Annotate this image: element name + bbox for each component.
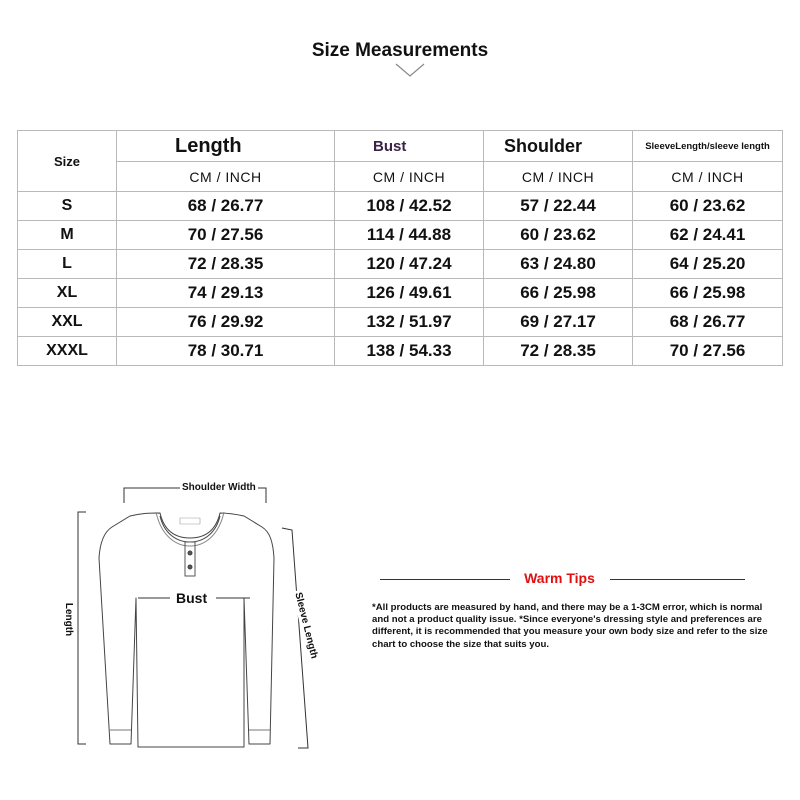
placket — [185, 542, 195, 576]
unit-label: CM / INCH — [484, 162, 633, 192]
table-row — [18, 279, 783, 308]
size-header: Size — [18, 131, 117, 192]
tips-divider-left — [380, 579, 510, 580]
sleeve-header: SleeveLength/sleeve length — [633, 131, 783, 162]
table-row — [18, 192, 783, 221]
shoulder-header: Shoulder — [484, 131, 633, 162]
shoulder-cell: 63 / 24.80 — [484, 250, 633, 279]
warm-tips-text: *All products are measured by hand, and there may be a 1-3CM error, which is normal and not a product quality issue. *Since everyone's dressing style and preferences are different, it is recommended that you measure your own body size and refer to the size chart to choose the size that suits you. — [372, 602, 768, 650]
sleeve-cell: 66 / 25.98 — [633, 279, 783, 308]
shoulder-cell: 57 / 22.44 — [484, 192, 633, 221]
unit-label: CM / INCH — [335, 162, 484, 192]
shoulder-cell: 69 / 27.17 — [484, 308, 633, 337]
tips-divider-right — [610, 579, 745, 580]
bust-header: Bust — [335, 131, 484, 162]
bust-cell: 126 / 49.61 — [335, 279, 484, 308]
length-line — [78, 512, 86, 744]
shoulder-cell: 72 / 28.35 — [484, 337, 633, 366]
length-cell: 76 / 29.92 — [117, 308, 335, 337]
chevron-down-icon — [395, 62, 425, 78]
sleeve-cell: 64 / 25.20 — [633, 250, 783, 279]
length-label: Length — [63, 602, 75, 637]
length-cell: 74 / 29.13 — [117, 279, 335, 308]
size-cell: S — [18, 192, 117, 221]
neck-label — [180, 518, 200, 524]
shirt-outline — [99, 513, 274, 747]
table-row — [18, 250, 783, 279]
size-chart-table — [17, 130, 783, 366]
bust-cell: 138 / 54.33 — [335, 337, 484, 366]
size-cell: XXL — [18, 308, 117, 337]
bust-label: Bust — [173, 590, 210, 606]
bust-cell: 114 / 44.88 — [335, 221, 484, 250]
length-cell: 78 / 30.71 — [117, 337, 335, 366]
size-cell: XXXL — [18, 337, 117, 366]
length-header: Length — [117, 131, 335, 162]
length-cell: 70 / 27.56 — [117, 221, 335, 250]
sleeve-length-label: Sleeve Length — [292, 591, 320, 660]
sleeve-cell: 70 / 27.56 — [633, 337, 783, 366]
bust-cell: 132 / 51.97 — [335, 308, 484, 337]
table-row — [18, 221, 783, 250]
unit-label: CM / INCH — [633, 162, 783, 192]
table-row — [18, 308, 783, 337]
shoulder-width-label: Shoulder Width — [182, 482, 256, 493]
length-cell: 68 / 26.77 — [117, 192, 335, 221]
bust-cell: 108 / 42.52 — [335, 192, 484, 221]
unit-label: CM / INCH — [117, 162, 335, 192]
size-cell: M — [18, 221, 117, 250]
size-cell: XL — [18, 279, 117, 308]
sleeve-cell: 68 / 26.77 — [633, 308, 783, 337]
table-header-row — [18, 131, 783, 162]
shoulder-cell: 66 / 25.98 — [484, 279, 633, 308]
bust-cell: 120 / 47.24 — [335, 250, 484, 279]
warm-tips-title: Warm Tips — [524, 570, 595, 586]
sleeve-cell: 60 / 23.62 — [633, 192, 783, 221]
sleeve-cell: 62 / 24.41 — [633, 221, 783, 250]
length-cell: 72 / 28.35 — [117, 250, 335, 279]
size-cell: L — [18, 250, 117, 279]
shoulder-cell: 60 / 23.62 — [484, 221, 633, 250]
table-row — [18, 337, 783, 366]
unit-row — [18, 162, 783, 192]
page-title: Size Measurements — [311, 40, 489, 61]
